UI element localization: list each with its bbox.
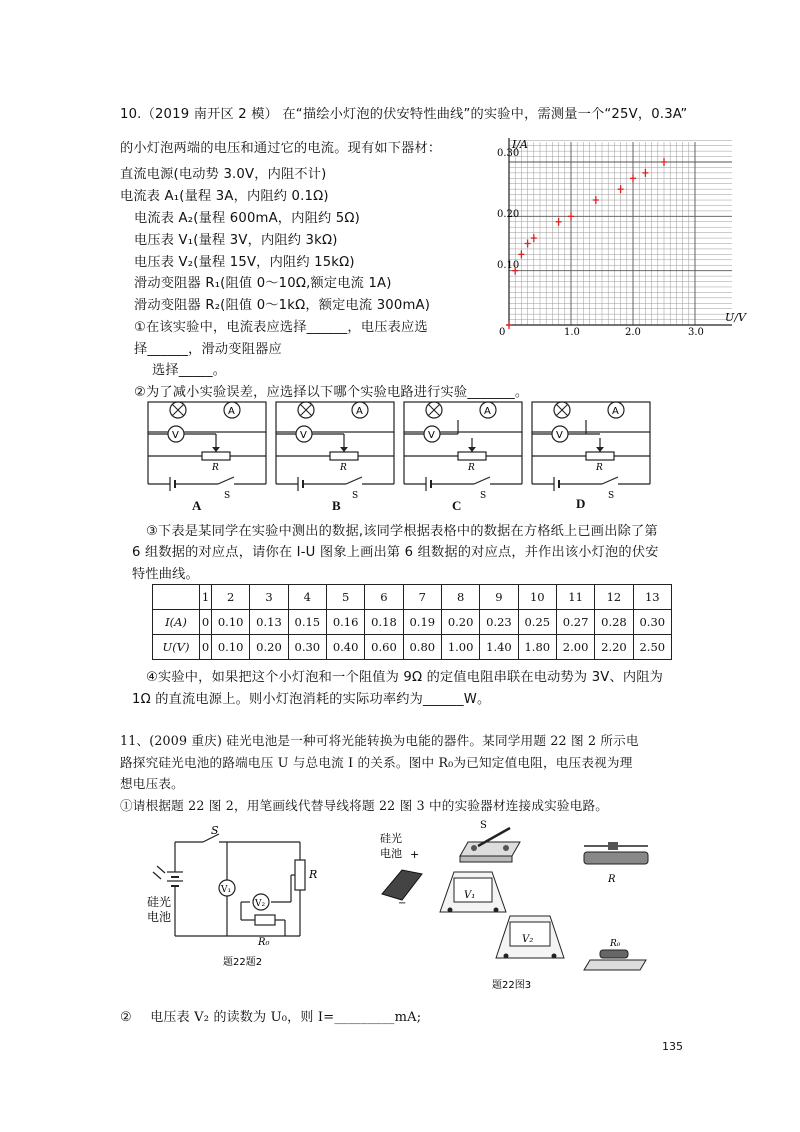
circuit-b (276, 402, 394, 501)
x-tick-label: 2.0 (625, 327, 641, 335)
solar-cell-label: 硅光 (147, 895, 172, 909)
table-cell: 1.80 (518, 635, 556, 660)
q10-part3-cont2: 特性曲线。 (132, 567, 199, 582)
table-cell: 0.23 (480, 610, 518, 635)
figure-caption: 题22图3 (492, 980, 532, 991)
table-cell: 2.00 (556, 635, 594, 660)
rheostat-label: R (608, 874, 616, 885)
table-cell: 9 (480, 585, 518, 610)
x-tick-label: 3.0 (688, 327, 704, 335)
table-cell: 0.19 (403, 610, 441, 635)
data-point (525, 240, 531, 248)
table-cell: 0.80 (403, 635, 441, 660)
part-number: ② (120, 1010, 132, 1025)
table-cell: 0.30 (633, 610, 671, 635)
circuit-label-d: D (576, 496, 586, 511)
table-cell: 0.30 (288, 635, 326, 660)
table-cell: 6 (365, 585, 403, 610)
table-cell: 8 (441, 585, 479, 610)
table-row (153, 635, 672, 660)
equipment-item: 直流电源(电动势 3.0V，内阻不计) (120, 167, 327, 182)
table-cell: 4 (288, 585, 326, 610)
part2-text: 电压表 V₂ 的读数为 U₀，则 I= (150, 1010, 335, 1025)
figure-22-2 (145, 820, 345, 970)
table-cell: 0 (200, 610, 212, 635)
voltmeter-v1-apparatus (440, 872, 506, 913)
switch-label: S (211, 824, 219, 837)
data-point (531, 234, 537, 242)
q11-part1: ①请根据题 22 图 2，用笔画线代替导线将题 22 图 3 中的实验器材连接成实验电路。 (120, 798, 609, 813)
iu-data-table (152, 584, 672, 660)
circuit-c (404, 402, 522, 501)
solar-cell-label: 电池 (147, 910, 172, 924)
answer-blank[interactable]: _________ (334, 1010, 395, 1025)
q10-part1-cont: 择______，滑动变阻器应 (134, 342, 282, 357)
rheostat-apparatus (584, 842, 648, 885)
plus-terminal: + (410, 848, 420, 861)
solar-cell-apparatus (380, 831, 422, 909)
table-cell: 11 (556, 585, 594, 610)
table-cell: 0.10 (211, 610, 249, 635)
table-cell: 12 (595, 585, 633, 610)
q11-text: 想电压表。 (120, 776, 184, 791)
y-tick-label: 0.30 (497, 148, 520, 159)
data-point (593, 196, 599, 204)
equipment-item: 电流表 A₁(量程 3A，内阻约 0.1Ω) (120, 189, 329, 204)
q10-part3: ③下表是某同学在实验中测出的数据,该同学根据表格中的数据在方格纸上已画出除了第 (146, 524, 658, 539)
resistor-r0-apparatus (584, 939, 646, 970)
q10-intro: 的小灯泡两端的电压和通过它的电流。现有如下器材： (120, 141, 442, 156)
q10-part4-cont: 1Ω 的直流电源上。则小灯泡消耗的实际功率约为______W。 (132, 692, 491, 707)
table-row (153, 585, 672, 610)
voltmeter-v1-label: V₁ (221, 885, 232, 895)
table-cell: 10 (518, 585, 556, 610)
switch-label: S (480, 820, 487, 831)
row-label: U(V) (153, 635, 200, 660)
circuit-label-b: B (332, 498, 341, 513)
solar-cell-label: 硅光 (380, 832, 402, 845)
data-point (518, 250, 524, 258)
table-cell: 1.40 (480, 635, 518, 660)
y-tick-label: 0.10 (497, 260, 520, 271)
voltmeter-v1-label: V₁ (464, 890, 476, 901)
data-point (568, 212, 574, 220)
x-axis-label: U/V (725, 311, 746, 324)
resistor-r0-label: R₀ (258, 937, 270, 948)
table-cell: 13 (633, 585, 671, 610)
table-cell (153, 585, 200, 610)
x-tick-label: 1.0 (564, 327, 580, 335)
data-point (556, 218, 562, 226)
table-cell: 0.40 (326, 635, 364, 660)
table-cell: 1 (200, 585, 212, 610)
data-point (661, 158, 667, 166)
equipment-item: 电压表 V₂(量程 15V，内阻约 15kΩ) (134, 255, 355, 270)
q11-text: 路探究硅光电池的路端电压 U 与总电流 I 的关系。图中 R₀为已知定值电阻，电压表视为理 (120, 755, 633, 770)
y-axis-label: I/A (512, 138, 528, 151)
solar-cell-label: 电池 (380, 847, 402, 860)
circuit-label-a: A (192, 498, 202, 513)
table-cell: 2.20 (595, 635, 633, 660)
table-cell: 0.18 (365, 610, 403, 635)
q10-title: 10.（2019 南开区 2 模） 在“描绘小灯泡的伏安特性曲线”的实验中，需测量一个“25V，0.3A” (120, 107, 688, 122)
row-label: I(A) (153, 610, 200, 635)
minus-terminal: − (398, 898, 407, 909)
equipment-item: 滑动变阻器 R₂(阻值 0～1kΩ，额定电流 300mA) (134, 298, 431, 313)
table-cell: 5 (326, 585, 364, 610)
q10-part3-cont: 6 组数据的对应点，请你在 I-U 图象上画出第 6 组数据的对应点，并作出该小灯泡的伏安 (132, 545, 659, 560)
table-cell: 0.10 (211, 635, 249, 660)
table-cell: 3 (250, 585, 288, 610)
circuit-a (148, 402, 266, 501)
figure-22-3 (360, 812, 670, 992)
q10-part1-cont2: 选择_____。 (152, 363, 227, 378)
equipment-item: 电压表 V₁(量程 3V，内阻约 3kΩ) (134, 233, 338, 248)
table-cell: 2 (211, 585, 249, 610)
data-point (642, 169, 648, 177)
equipment-item: 滑动变阻器 R₁(阻值 0～10Ω,额定电流 1A) (134, 276, 392, 291)
figure-caption: 题22题2 (223, 957, 263, 968)
q11-part2 (120, 1006, 421, 1025)
table-cell: 0.28 (595, 610, 633, 635)
data-point (630, 174, 636, 182)
table-cell: 0.27 (556, 610, 594, 635)
data-point (506, 321, 512, 329)
q11-title: 11、(2009 重庆) 硅光电池是一种可将光能转换为电能的器件。某同学用题 22 图 2 所示电 (120, 733, 639, 748)
voltmeter-v2-apparatus (496, 916, 564, 959)
iu-graph (470, 130, 750, 335)
q10-part1: ①在该实验中，电流表应选择______，电压表应选 (134, 320, 428, 335)
x-tick-label: 0 (499, 327, 506, 335)
circuit-label-c: C (452, 498, 462, 513)
table-cell: 0.13 (250, 610, 288, 635)
switch-apparatus (460, 820, 520, 862)
y-tick-label: 0.20 (497, 209, 520, 220)
table-cell: 0.20 (441, 610, 479, 635)
table-cell: 1.00 (441, 635, 479, 660)
table-cell: 7 (403, 585, 441, 610)
table-cell: 0.15 (288, 610, 326, 635)
data-point (618, 185, 624, 193)
table-cell: 0.16 (326, 610, 364, 635)
rheostat-label: R (309, 868, 318, 881)
circuit-d (532, 402, 650, 501)
q10-part2: ②为了减小实验误差，应选择以下哪个实验电路进行实验_______。 (134, 385, 529, 400)
equipment-item: 电流表 A₂(量程 600mA，内阻约 5Ω) (134, 211, 360, 226)
voltmeter-v2-label: V₂ (255, 899, 266, 909)
table-cell: 0.25 (518, 610, 556, 635)
page-number: 135 (662, 1040, 683, 1053)
table-cell: 0.60 (365, 635, 403, 660)
q10-part4: ④实验中，如果把这个小灯泡和一个阻值为 9Ω 的定值电阻串联在电动势为 3V、内阻为 (146, 670, 664, 685)
table-row (153, 610, 672, 635)
table-cell: 2.50 (633, 635, 671, 660)
resistor-r0-label: R₀ (610, 939, 621, 949)
voltmeter-v2-label: V₂ (522, 934, 534, 945)
table-cell: 0 (200, 635, 212, 660)
table-cell: 0.20 (250, 635, 288, 660)
unit-label: mA; (394, 1010, 422, 1025)
